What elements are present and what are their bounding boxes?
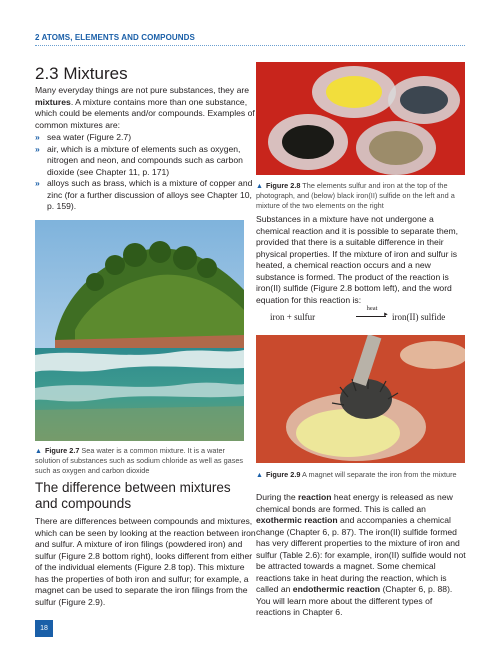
list-item-text: alloys such as brass, which is a mixture of copper and zinc (for a further discussion of alloys see Chapter 10, p. 159). (47, 178, 253, 211)
chevron-bullet-icon: » (35, 143, 40, 154)
caption-text: Sea water is a common mixture. It is a water solution of substances such as sodium chloride as well as gases such as oxygen and carbon dioxide (35, 446, 244, 475)
bold-term: reaction (298, 492, 332, 502)
elements-dishes-photo (256, 62, 465, 175)
paragraph-text: During the (256, 492, 299, 502)
word-equation (270, 307, 450, 325)
right-paragraph-1: Substances in a mixture have not undergone a chemical reaction and it is possible to separate them, provided that there is a suitable difference in their physical properties. If the mixture of iron and sulfur is heated, a chemical reaction occurs and a new substance is formed. The product of the reaction is iron(II) sulfide (Figure 2.8 bottom left), and the word equation for this reaction is: (256, 214, 459, 305)
list-item-text: sea water (Figure 2.7) (47, 132, 132, 142)
caption-text: A magnet will separate the iron from the mixture (300, 470, 457, 479)
caption-text: The elements sulfur and iron at the top of the photograph, and (below) black iron(II) sulfide on the left and a mixture of the two elements on the right (256, 181, 455, 210)
figure-label: Figure 2.9 (265, 470, 301, 479)
list-item-text: air, which is a mixture of elements such as oxygen, nitrogen and neon, and compounds such as carbon dioxide (see Chapter 11, p. 171) (47, 143, 243, 177)
caption-triangle-icon: ▲ (256, 472, 263, 479)
equation-condition: heat (366, 305, 378, 312)
bold-term: exothermic reaction (256, 515, 338, 525)
magnet-separation-photo (256, 335, 465, 463)
figure-2-7-caption (35, 446, 247, 475)
bold-term: endothermic reaction (292, 584, 381, 594)
figure-2-9-caption (256, 470, 466, 480)
intro-text-1: Many everyday things are not pure substances, they are (35, 85, 250, 95)
list-item (35, 132, 259, 144)
page-number: 18 (35, 620, 53, 637)
equation-lhs: iron + sulfur (270, 312, 316, 322)
subheading: The difference between mixtures and compounds (35, 480, 231, 511)
intro-paragraph (35, 85, 257, 131)
chevron-bullet-icon: » (35, 132, 40, 142)
figure-label: Figure 2.8 (265, 181, 301, 190)
paragraph-text: and accompanies a chemical change (Chapter 6, p. 87). The iron(II) sulfide formed has very different properties to the mixture of iron and sulfur (Table 2.6): for example, iron(II) sulfide would not be attracted towards a magnet. Some chemical reactions take in heat during the reaction, which is called an (256, 515, 466, 594)
paragraph-text: (Chapter 6, p. 88). You will learn more about the different types of reactions in Chapter 6. (256, 584, 453, 617)
section-title: 2.3 Mixtures (35, 64, 128, 83)
figure-2-8-caption (256, 181, 466, 210)
mixture-examples-list (35, 132, 259, 213)
equation-rhs: iron(II) sulfide (392, 312, 446, 322)
intro-text-2: . A mixture contains more than one substance, which could be elements and/or compounds. Examples of common mixtures are: (35, 96, 255, 130)
chapter-header: 2 ATOMS, ELEMENTS AND COMPOUNDS (35, 33, 195, 42)
header-divider (35, 45, 465, 46)
right-paragraph-2 (256, 492, 468, 619)
caption-triangle-icon: ▲ (35, 448, 42, 455)
sea-water-photo (35, 220, 244, 441)
reaction-arrow-icon (356, 316, 386, 317)
left-paragraph: There are differences between compounds and mixtures, which can be seen by looking at the reaction between iron and sulfur. A mixture of iron filings (powdered iron) and sulfur (Figure 2.8 bottom right), looks different from either of the individual elements (Figure 2.8 top). This mixture has the properties of both iron and sulfur; for example, a magnet can be used to separate the iron filings from the sulfur (Figure 2.9). (35, 516, 256, 607)
list-item (35, 144, 259, 179)
chevron-bullet-icon: » (35, 178, 40, 188)
intro-bold-term: mixtures (35, 96, 71, 107)
caption-triangle-icon: ▲ (256, 183, 263, 190)
arrow-head-icon: ► (383, 312, 389, 318)
list-item (35, 178, 259, 213)
paragraph-text: heat energy is released as new chemical bonds are formed. This is called an (256, 492, 453, 514)
figure-label: Figure 2.7 (44, 446, 80, 455)
